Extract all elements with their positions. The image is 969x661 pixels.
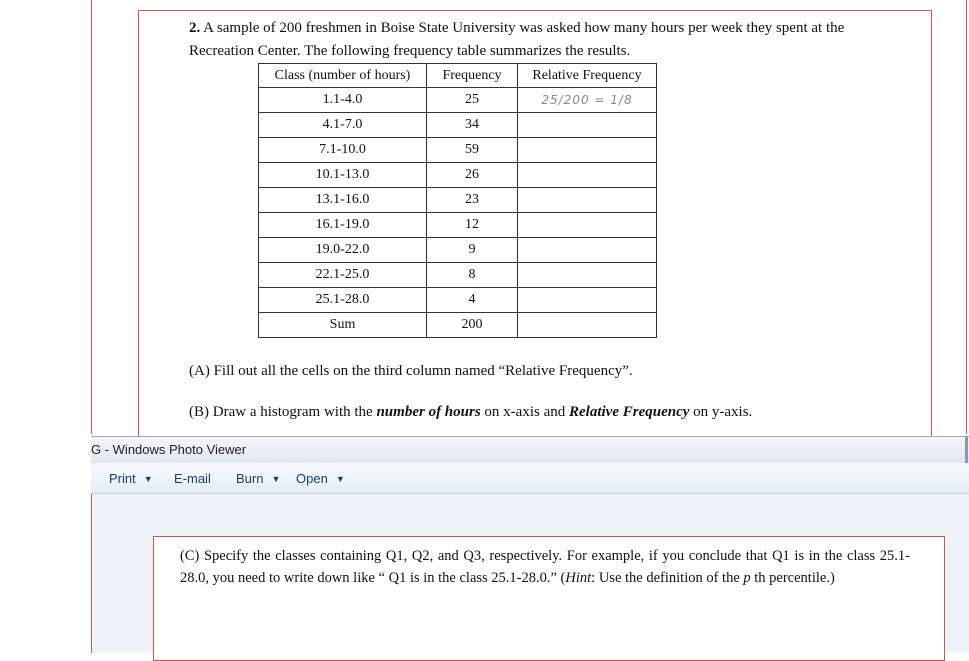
cell-class: 13.1-16.0 [259,188,427,213]
table-row [259,113,657,138]
cell-class: 7.1-10.0 [259,138,427,163]
cell-frequency: 59 [427,138,518,163]
table-row [259,263,657,288]
cell-relative-frequency: 25/200 = 1/8 [518,88,657,113]
table-row [259,288,657,313]
burn-menu-button[interactable] [236,471,280,486]
cell-frequency: 25 [427,88,518,113]
toolbar [91,463,969,494]
cell-frequency: 8 [427,263,518,288]
cell-frequency: 26 [427,163,518,188]
table-row [259,238,657,263]
cell-class: 25.1-28.0 [259,288,427,313]
cell-class: 10.1-13.0 [259,163,427,188]
cell-frequency: 9 [427,238,518,263]
cell-class: 16.1-19.0 [259,213,427,238]
chevron-down-icon: ▼ [335,474,345,484]
cell-frequency: 34 [427,113,518,138]
cell-relative-frequency [518,288,657,313]
cell-frequency: 12 [427,213,518,238]
print-menu-button[interactable] [109,471,153,486]
part-b-prefix: (B) Draw a histogram with the [189,404,377,420]
part-c-text [180,545,910,589]
cell-relative-frequency [518,313,657,338]
open-menu-button[interactable] [296,471,345,486]
chevron-down-icon: ▼ [271,474,281,484]
table-row [259,163,657,188]
part-b-x-label: number of hours [376,404,481,420]
cell-relative-frequency [518,138,657,163]
burn-label: Burn [236,471,264,486]
cell-class: 19.0-22.0 [259,238,427,263]
cell-relative-frequency [518,113,657,138]
question-number: 2. [189,20,201,36]
print-label: Print [109,471,136,486]
part-c-p: p [743,570,751,586]
table-row [259,188,657,213]
part-c-end: th percentile.) [750,570,835,586]
cell-relative-frequency [518,263,657,288]
part-b-mid: on x-axis and [480,404,569,420]
header-class: Class (number of hours) [259,64,427,88]
question-text [189,17,909,63]
table-header-row [259,64,657,88]
cell-class: 22.1-25.0 [259,263,427,288]
cell-frequency: 200 [427,313,518,338]
table-row [259,138,657,163]
window-titlebar[interactable] [91,436,969,464]
frequency-table [258,63,657,338]
cell-relative-frequency [518,213,657,238]
window-edge [965,437,968,463]
cell-frequency: 23 [427,188,518,213]
table-row [259,213,657,238]
header-frequency: Frequency [427,64,518,88]
email-label: E-mail [174,471,211,486]
window-title: G - Windows Photo Viewer [91,442,247,457]
cell-class: 1.1-4.0 [259,88,427,113]
cell-relative-frequency [518,163,657,188]
part-a-text: (A) Fill out all the cells on the third column named “Relative Frequency”. [189,363,633,379]
table-row [259,313,657,338]
header-relative-frequency: Relative Frequency [518,64,657,88]
cell-relative-frequency [518,238,657,263]
chevron-down-icon: ▼ [143,474,153,484]
part-c-hint-text: : Use the definition of the [591,570,744,586]
question-body: A sample of 200 freshmen in Boise State University was asked how many hours per week they spent at the Recreation Center. The following frequency table summarizes the results. [189,20,845,59]
table-row [259,88,657,113]
cell-frequency: 4 [427,288,518,313]
part-b-suffix: on y-axis. [689,404,753,420]
part-b-y-label: Relative Frequency [569,404,690,420]
part-c-main: (C) Specify the classes containing Q1, Q2, and Q3, respectively. For example, if you conclude that Q1 is in the class 25.1-28.0, you need to write down like “ Q1 is in the class 25.1-28.0.” ( [180,548,910,586]
email-button[interactable] [174,471,211,486]
part-c-hint-label: Hint [565,570,592,586]
cell-class: 4.1-7.0 [259,113,427,138]
cell-class: Sum [259,313,427,338]
part-b-text [189,404,752,421]
cell-relative-frequency [518,188,657,213]
open-label: Open [296,471,328,486]
